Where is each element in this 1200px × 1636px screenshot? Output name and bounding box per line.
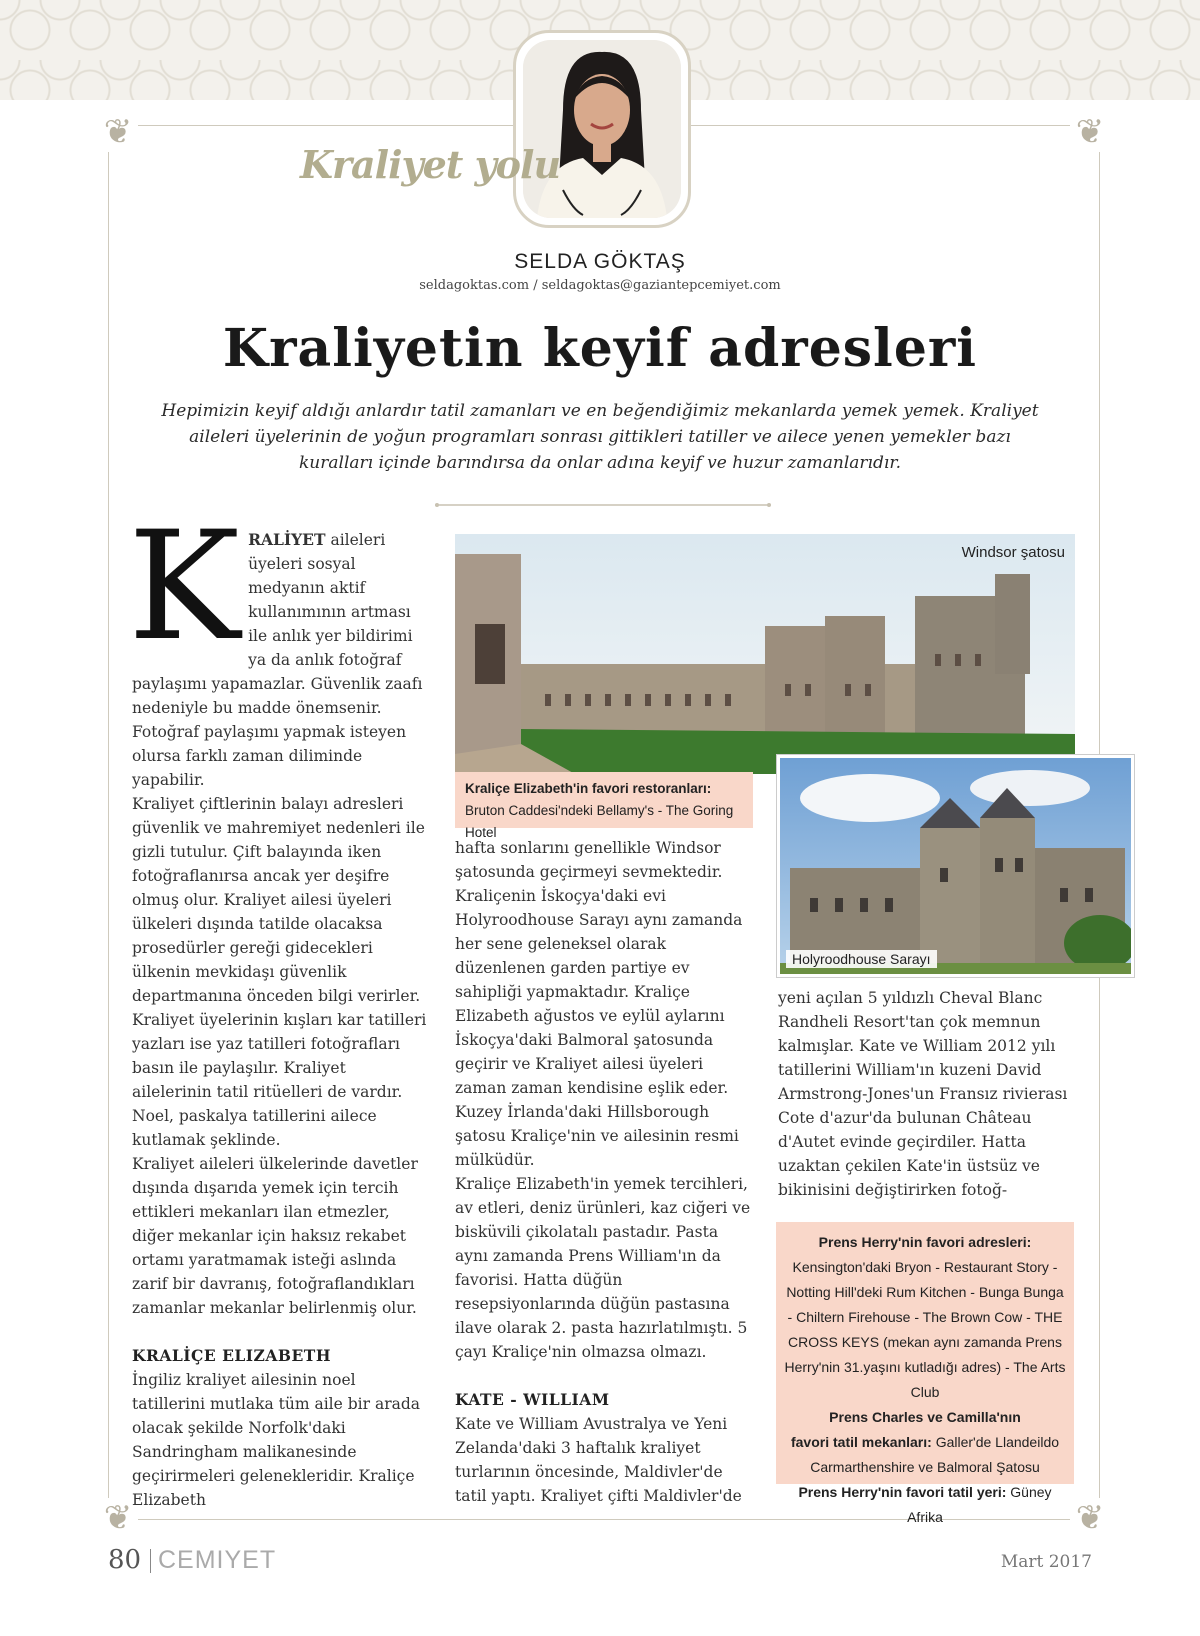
charles-camilla-text: Galler'de Llandeildo Carmarthenshire ve Balmoral Şatosu [810,1434,1060,1475]
paragraph-4: Kraliyet aileleri ülkelerinde davetler dışında dışarıda yemek için tercih ettikleri mekanları ilan etmezler, diğer mekanlar için haksız rekabet ortamı yaratmamak isteği aslında zarif bir davranış, fotoğraflandıkları zamanlar mekanlar belirlenmiş olur. [132,1155,418,1317]
article-column-2 [455,836,755,1508]
column-name: Kraliyet yolu [300,142,561,187]
subhead-queen-elizabeth: KRALİÇE ELIZABETH [132,1346,331,1365]
harry-holiday-title: Prens Herry'nin favori tatil yeri: [798,1484,1007,1500]
drop-cap: K [128,500,241,674]
charles-camilla-line [784,1430,1066,1480]
article-headline: Kraliyetin keyif adresleri [222,318,978,379]
paragraph-6: hafta sonlarını genellikle Windsor şatosunda geçirmeyi sevmektedir. Kraliçenin İskoçya'daki evi Holyroodhouse Sarayı aynı zamanda her sene geleneksel olarak düzenlenen garden partiye ev sahipliği yapmaktadır. Kraliçe Elizabeth ağustos ve eylül aylarını İskoçya'daki Balmoral şatosunda geçirir ve Kraliyet ailesi üyeleri zaman zaman kendisine eşlik eder. Kuzey İrlanda'daki Hillsborough şatosu Kraliçe'nin ve ailesinin resmi mülküdür. [455,839,743,1169]
issue-date: Mart 2017 [1000,1552,1092,1572]
harry-holiday-text: Güney Afrika [907,1484,1052,1525]
paragraph-9: yeni açılan 5 yıldızlı Cheval Blanc Randheli Resort'tan çok memnun kalmışlar. Kate ve William 2012 yılı tatillerini William'ın kuzeni David Armstrong-Jones'un Fransız rivierası Cote d'azur'da bulunan Château d'Autet evinde geçirdiler. Hatta uzaktan çekilen Kate'in üstsüz ve bikinisini değiştirirken fotoğ- [778,989,1068,1199]
paragraph-2: Kraliyet çiftlerinin balayı adresleri güvenlik ve mahremiyet nedenleri ile gizli tutulur. Çift balayında iken fotoğraflanırsa ancak yer deşifre olmuş olur. Kraliyet ailesi üyeleri ülkeleri dışında tatilde olacaksa prosedürler gereği gidecekleri ülkenin mevkidaşı güvenlik departmanına önceden bilgi verirler. [132,795,425,1005]
paragraph-7: Kraliçe Elizabeth'in yemek tercihleri, av etleri, deniz ürünleri, kaz ciğeri ve bisküvili çikolatalı pastadır. Pasta aynı zamanda Prens William'ın da favorisi. Hatta düğün resepsiyonlarında düğün pastasına ilave olarak 2. pasta hazırlatılmıştı. 5 çayı Kraliçe'nin olmazsa olmazı. [455,1175,751,1361]
caption-title: Kraliçe Elizabeth'in favori restoranları: [465,781,712,796]
ornament-top-left: ❦ [98,112,138,152]
author-contact: seldagoktas.com / seldagoktas@gaziantepcemiyet.com [419,278,781,293]
article-lead: Hepimizin keyif aldığı anlardır tatil zamanları ve en beğendiğimiz mekanlarda yemek yemek. Kraliyet aileleri üyelerinin de yoğun programları sonrası gittikleri tatiller ve ailece yenen yemekler bazı kuralları içinde barındırsa da onlar adına keyif ve huzur zamanlarıdır. [161,401,1039,473]
caption-text: Bruton Caddesi'ndeki Bellamy's - The Goring Hotel [465,803,734,840]
paragraph-3: Kraliyet üyelerinin kışları kar tatilleri yazları ise yaz tatilleri fotoğrafları basın ile paylaşılır. Kraliyet ailelerinin tatil ritüelleri de vardır. Noel, paskalya tatillerini ailece kutlamak şeklinde. [132,1011,427,1149]
harry-addresses-title: Prens Herry'nin favori adresleri: [818,1234,1032,1250]
queen-restaurants-caption [455,772,753,840]
paragraph-8: Kate ve William Avustralya ve Yeni Zelanda'daki 3 haftalık kraliyet turlarının öncesinde, Maldivler'de tatil yaptı. Kraliyet çifti Maldivler'de [455,1415,742,1505]
page-number: 80 [108,1545,142,1575]
charles-camilla-title-2: favori tatil mekanları: [790,1434,932,1450]
windsor-label: Windsor şatosu [961,544,1065,561]
paragraph-1-text: aileleri üyeleri sosyal medyanın aktif kullanımının artması ile anlık yer bildirimi ya da anlık fotoğraf paylaşımı yapamazlar. Güvenlik zaafı nedeniyle bu madde önemsenir. Fotoğraf paylaşımı yapmak isteyen olursa farklı zaman diliminde yapabilir. [132,531,423,789]
royal-favorites-box [776,1222,1074,1525]
ornament-top-right: ❦ [1070,112,1110,152]
author-portrait-frame [513,30,691,228]
article-column-3 [778,986,1078,1202]
paragraph-5: İngiliz kraliyet ailesinin noel tatillerini mutlaka tüm aile bir arada olacak şekilde Norfolk'daki Sandringham malikanesinde geçirirmeleri gelenekleridir. Kraliçe Elizabeth [132,1371,421,1509]
ornament-bottom-left: ❦ [98,1498,138,1538]
subhead-kate-william: KATE - WILLIAM [455,1390,610,1409]
divider-ornament [435,503,771,507]
harry-addresses-text: Kensington'daki Bryon - Restaurant Story -Notting Hill'deki Rum Kitchen - Bunga Bunga - Chiltern Firehouse - The Brown Cow - THE CROSS KEYS (mekan aynı zamanda Prens Herry'nin 31.yaşını kutladığı adres) - The Arts Club [784,1259,1066,1400]
footer-separator [150,1549,151,1573]
holyroodhouse-photo [777,755,1134,977]
author-name: SELDA GÖKTAŞ [514,250,686,273]
windsor-castle-photo [455,534,1075,774]
harry-holiday-line [784,1480,1066,1530]
charles-camilla-title: Prens Charles ve Camilla'nın [829,1409,1021,1425]
author-portrait [523,40,681,218]
ornament-bottom-right: ❦ [1070,1498,1110,1538]
holyroodhouse-label: Holyroodhouse Sarayı [786,950,937,968]
lead-word: RALİYET [248,530,326,549]
article-column-1 [128,500,427,1512]
magazine-name: CEMIYET [158,1546,277,1574]
